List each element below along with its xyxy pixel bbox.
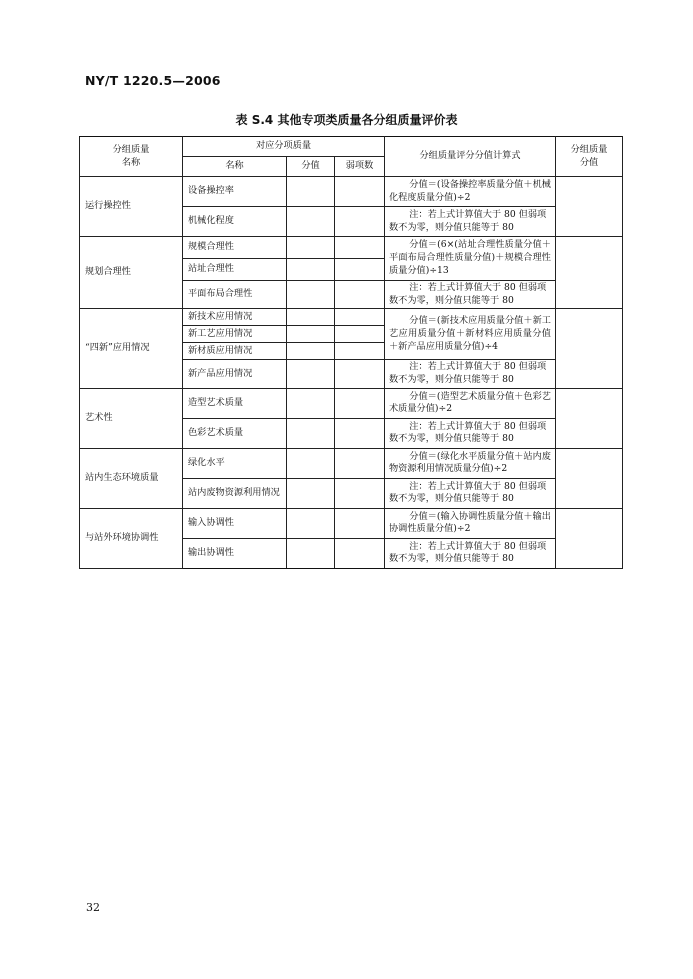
note-text: 注：若上式计算值大于 80 但弱项数不为零，则分值只能等于 80	[389, 361, 547, 386]
formula-cell	[385, 448, 556, 478]
sub-item-weak-count	[335, 177, 385, 207]
sub-item-weak-count	[335, 360, 385, 388]
group-score-cell	[556, 508, 623, 568]
sub-item-score	[287, 259, 335, 281]
note-text: 注：若上式计算值大于 80 但弱项数不为零，则分值只能等于 80	[389, 540, 547, 565]
sub-item-weak-count	[335, 326, 385, 343]
sub-item-score	[287, 388, 335, 418]
sub-item-name: 站内废物资源利用情况	[183, 478, 287, 508]
header-sub-items: 对应分项质量	[183, 137, 385, 157]
sub-item-score	[287, 478, 335, 508]
sub-item-weak-count	[335, 207, 385, 237]
group-name-cell: 运行操控性	[80, 177, 183, 237]
sub-item-score	[287, 309, 335, 326]
sub-item-name: 规模合理性	[183, 237, 287, 259]
note-cell	[385, 478, 556, 508]
group-name-cell: 站内生态环境质量	[80, 448, 183, 508]
table-row	[80, 508, 623, 538]
sub-item-score	[287, 508, 335, 538]
table-row	[80, 448, 623, 478]
note-cell	[385, 207, 556, 237]
sub-item-name: 绿化水平	[183, 448, 287, 478]
formula-text: 分值＝(新技术应用质量分值＋新工艺应用质量分值＋新材料应用质量分值＋新产品应用质量分值)÷4	[389, 315, 551, 352]
header-sub-score: 分值	[287, 157, 335, 177]
formula-cell	[385, 388, 556, 418]
sub-item-weak-count	[335, 309, 385, 326]
sub-item-score	[287, 326, 335, 343]
sub-item-name: 站址合理性	[183, 259, 287, 281]
sub-item-weak-count	[335, 281, 385, 309]
sub-item-weak-count	[335, 538, 385, 568]
note-text: 注：若上式计算值大于 80 但弱项数不为零，则分值只能等于 80	[389, 208, 547, 233]
sub-item-weak-count	[335, 388, 385, 418]
group-score-cell	[556, 388, 623, 448]
sub-item-score	[287, 343, 335, 360]
table-title: 表 S.4 其他专项类质量各分组质量评价表	[235, 113, 458, 127]
group-name-cell: “四新”应用情况	[80, 309, 183, 388]
sub-item-name: 输入协调性	[183, 508, 287, 538]
sub-item-name: 新产品应用情况	[183, 360, 287, 388]
evaluation-table	[79, 136, 623, 569]
note-text: 注：若上式计算值大于 80 但弱项数不为零，则分值只能等于 80	[389, 480, 547, 505]
header-sub-name: 名称	[183, 157, 287, 177]
note-cell	[385, 281, 556, 309]
sub-item-name: 输出协调性	[183, 538, 287, 568]
note-text: 注：若上式计算值大于 80 但弱项数不为零，则分值只能等于 80	[389, 282, 547, 306]
sub-item-name: 造型艺术质量	[183, 388, 287, 418]
table-row	[80, 388, 623, 418]
header-sub-weak: 弱项数	[335, 157, 385, 177]
sub-item-weak-count	[335, 508, 385, 538]
sub-item-score	[287, 360, 335, 388]
note-cell	[385, 360, 556, 388]
formula-text: 分值＝(绿化水平质量分值＋站内废物资源利用情况质量分值)÷2	[389, 450, 551, 475]
group-score-cell	[556, 177, 623, 237]
sub-item-score	[287, 448, 335, 478]
sub-item-score	[287, 418, 335, 448]
group-score-cell	[556, 448, 623, 508]
formula-text: 分值＝(设备操控率质量分值＋机械化程度质量分值)÷2	[389, 178, 551, 203]
sub-item-weak-count	[335, 478, 385, 508]
group-name-cell: 艺术性	[80, 388, 183, 448]
sub-item-weak-count	[335, 448, 385, 478]
header-group-name: 分组质量 名称	[80, 137, 183, 177]
formula-cell	[385, 177, 556, 207]
formula-text: 分值＝(输入协调性质量分值＋输出协调性质量分值)÷2	[389, 510, 551, 535]
sub-item-score	[287, 207, 335, 237]
group-score-cell	[556, 237, 623, 309]
sub-item-weak-count	[335, 343, 385, 360]
header-group-score: 分组质量 分值	[556, 137, 623, 177]
sub-item-weak-count	[335, 418, 385, 448]
sub-item-name: 新工艺应用情况	[183, 326, 287, 343]
page-number: 32	[86, 901, 100, 914]
table-row	[80, 237, 623, 259]
sub-item-name: 色彩艺术质量	[183, 418, 287, 448]
note-text: 注：若上式计算值大于 80 但弱项数不为零，则分值只能等于 80	[389, 420, 547, 445]
document-code: NY/T 1220.5—2006	[85, 73, 221, 88]
table-row	[80, 177, 623, 207]
formula-cell	[385, 508, 556, 538]
sub-item-score	[287, 281, 335, 309]
sub-item-score	[287, 177, 335, 207]
sub-item-name: 新技术应用情况	[183, 309, 287, 326]
group-name-cell: 规划合理性	[80, 237, 183, 309]
note-cell	[385, 418, 556, 448]
header-formula: 分组质量评分分值计算式	[385, 137, 556, 177]
sub-item-score	[287, 237, 335, 259]
table-body	[80, 177, 623, 569]
formula-text: 分值＝(造型艺术质量分值＋色彩艺术质量分值)÷2	[389, 390, 551, 415]
sub-item-weak-count	[335, 237, 385, 259]
formula-cell	[385, 309, 556, 360]
group-score-cell	[556, 309, 623, 388]
sub-item-name: 机械化程度	[183, 207, 287, 237]
sub-item-name: 新材质应用情况	[183, 343, 287, 360]
formula-text: 分值＝(6×(站址合理性质量分值＋平面布局合理性质量分值)＋规模合理性质量分值)÷13	[389, 239, 551, 276]
sub-item-score	[287, 538, 335, 568]
formula-cell	[385, 237, 556, 281]
sub-item-weak-count	[335, 259, 385, 281]
sub-item-name: 平面布局合理性	[183, 281, 287, 309]
group-name-cell: 与站外环境协调性	[80, 508, 183, 568]
note-cell	[385, 538, 556, 568]
sub-item-name: 设备操控率	[183, 177, 287, 207]
table-row	[80, 309, 623, 326]
